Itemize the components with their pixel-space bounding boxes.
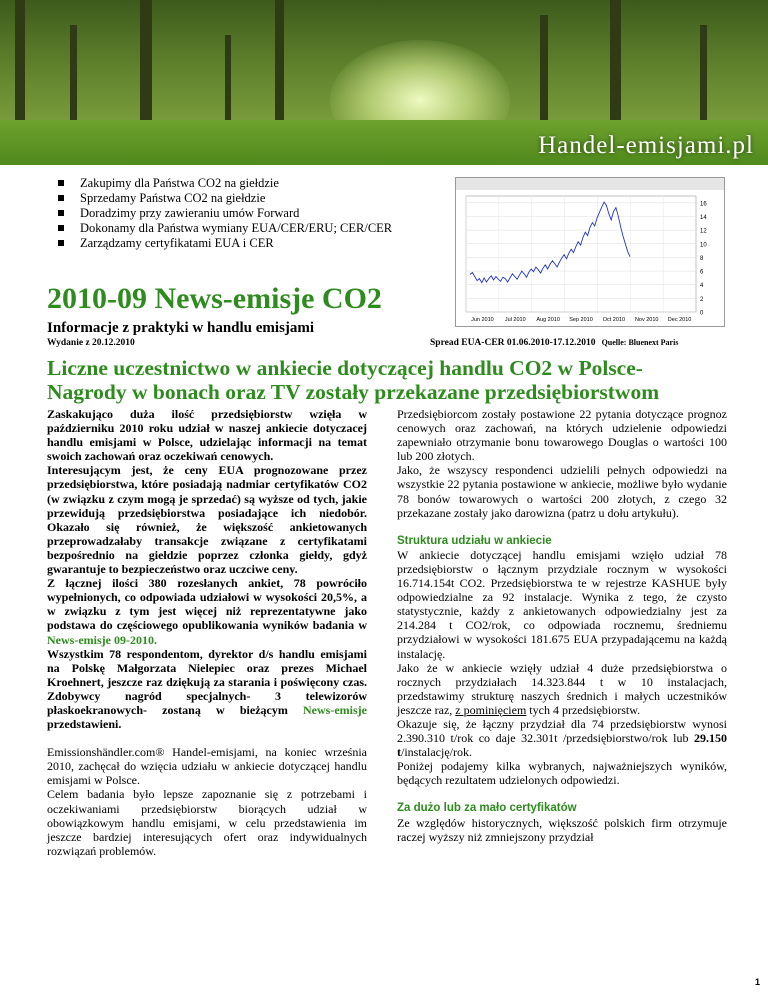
- section-heading: Struktura udziału w ankiecie: [397, 534, 552, 547]
- list-item: Dokonamy dla Państwa wymiany EUA/CER/ERU; CER/CER: [58, 221, 392, 236]
- page-subtitle: Informacje z praktyki w handlu emisjami: [47, 320, 315, 336]
- article-headline: Liczne uczestnictwo w ankiecie dotyczącej handlu CO2 w Polsce- Nagrody w bonach oraz TV zostały przekazane przedsiębiorstwom: [47, 356, 660, 404]
- body-paragraph: Jako, że wszyscy respondenci udzielili pełnych odpowiedzi na wszystkie 22 pytania postawione w ankiecie, możliwe było wydanie 78 bonów towarowych o wartości 200 złotych, z czego 32 przekazane zostały jako darowizna (patrz u dołu artykułu).: [397, 463, 727, 520]
- list-item: Zarządzamy certyfikatami EUA i CER: [58, 236, 392, 251]
- body-paragraph: Poniżej podajemy kilka wybranych, najważniejszych wyników, będących rezultatem udzielonych odpowiedzi.: [397, 759, 727, 788]
- body-paragraph: Okazuje się, że łączny przydział dla 74 przedsiębiorstw wynosi 2.390.310 t/rok co daje 32.301t /przedsiębiorstwo/rok lub 29.150 t/instalację/rok.: [397, 716, 727, 760]
- bullet-icon: [58, 240, 64, 246]
- chart-title-bar: [456, 178, 724, 190]
- y-tick-label: 2: [700, 296, 704, 303]
- y-tick-label: 4: [700, 283, 704, 290]
- bullet-icon: [58, 210, 64, 216]
- y-tick-label: 12: [700, 228, 707, 235]
- y-tick-label: 14: [700, 214, 707, 221]
- lead-paragraph: Zaskakująco duża ilość przedsiębiorstw wzięła w październiku 2010 roku udział w naszej ankiecie dotyczacej handlu emisjami w Polsce, udzielając informacji na temat swoich zachowań oraz oczekiwań cenowych.: [47, 407, 367, 464]
- y-tick-label: 0: [700, 310, 704, 317]
- body-paragraph: Jako że w ankiecie wzięły udział 4 duże przedsiębiorstwa o rocznych przydziałach 14.323.844 t w 10 instalacjach, przedstawimy strukturę naszych średnich i małych uczestników jeszcze raz, z pominięciem tych 4 przedsiębiorstw.: [397, 660, 727, 717]
- x-tick-label: Oct 2010: [602, 317, 626, 323]
- plot-frame: [466, 196, 696, 312]
- article-left-column: [47, 407, 367, 858]
- x-tick-label: Jul 2010: [504, 317, 526, 323]
- body-paragraph: Ze względów historycznych, większość polskich firm otrzymuje raczej wyższy niż zmniejszony przydział: [397, 815, 727, 844]
- article-right-column: [397, 407, 727, 844]
- lead-paragraph: Z łącznej ilości 380 rozesłanych ankiet, 78 powróciło wypełnionych, co odpowiada udziałowi w wysokości 20,5%, a w związku z tym jest więcej niż reprezentatywne jako podstawa do częściowego opublikowania wyników badania w News-emisje 09-2010.: [47, 576, 367, 647]
- y-tick-label: 6: [700, 269, 704, 276]
- body-paragraph: Przedsiębiorcom zostały postawione 22 pytania dotyczące prognoz cenowych oraz zachowań, na których udzielenie odpowiedzi zapewniało otrzymanie bonu towarowego Douglas o wartości 100 lub 200 złotych.: [397, 407, 727, 464]
- y-tick-label: 8: [700, 255, 704, 262]
- body-paragraph: Celem badania było lepsze zapoznanie się z potrzebami i oczekiwaniami przedsiębiorstw biorących udział w obowiązkowym handlu emisjami, w celu przedstawienia im jeszcze bardziej interesujących ofert oraz indywidualnych rozwiązań problemów.: [47, 787, 367, 858]
- chart-source: Quelle: Bluenext Paris: [601, 338, 679, 347]
- news-link[interactable]: News-emisje 09-2010.: [47, 632, 157, 647]
- x-tick-label: Nov 2010: [634, 317, 659, 323]
- x-tick-label: Aug 2010: [536, 317, 560, 323]
- x-tick-label: Sep 2010: [569, 317, 593, 323]
- chart-svg: [456, 178, 724, 326]
- list-item: Zakupimy dla Państwa CO2 na giełdzie: [58, 176, 392, 191]
- x-tick-label: Jun 2010: [471, 317, 494, 323]
- body-paragraph: Emissionshändler.com® Handel-emisjami, na koniec września 2010, zachęcał do wzięcia udziału w ankiecie dotyczącej handlu emisjami w Polsce.: [47, 745, 367, 788]
- y-tick-label: 10: [700, 242, 707, 249]
- spread-chart: [455, 177, 725, 327]
- section-heading: Za dużo lub za mało certyfikatów: [397, 802, 577, 815]
- header-banner: [0, 0, 768, 165]
- bullet-icon: [58, 195, 64, 201]
- page-title: 2010-09 News-emisje CO2: [47, 282, 382, 315]
- bullet-icon: [58, 180, 64, 186]
- brand-logo: Handel-emisjami.pl: [538, 132, 754, 159]
- edition-date: Wydanie z 20.12.2010: [47, 338, 135, 348]
- y-tick-label: 16: [700, 201, 707, 208]
- lead-paragraph: Interesującym jest, że ceny EUA prognozowane przez przedsiębiorstwa, które posiadają nadmiar certyfikatów CO2 (w związku z czym mogą je sprzedać) są wyższe od tych, jakie przewidują przedsiębiorstwa posiadające ich niedobór. Okazało się również, że większość ankietowanych przeprowadzałaby transakcje związane z certyfikatami bezpośrednio na giełdzie poprzez członka giełdy, gdyż gwarantuje to bezpieczeństwo oraz uczciwe ceny.: [47, 463, 367, 577]
- news-link[interactable]: News-emisje: [303, 702, 367, 717]
- list-item: Doradzimy przy zawieraniu umów Forward: [58, 206, 392, 221]
- list-item: Sprzedamy Państwa CO2 na giełdzie: [58, 191, 392, 206]
- lead-paragraph: Wszystkim 78 respondentom, dyrektor d/s handlu emisjami na Polskę Małgorzata Nielepiec oraz prezes Michael Kroehnert, jeszcze raz dziękują za starania i poświęcony czas. Zdobywcy nagród specjalnych- 3 telewizorów płaskoekranowych- zostaną w bieżącym News-emisje przedstawieni.: [47, 646, 367, 732]
- services-list: [58, 176, 392, 251]
- chart-caption: Spread EUA-CER 01.06.2010-17.12.2010 Quelle: Bluenext Paris: [430, 338, 679, 348]
- bullet-icon: [58, 225, 64, 231]
- page-number: 1: [754, 977, 760, 987]
- body-paragraph: W ankiecie dotyczącej handlu emisjami wzięło udział 78 przedsiębiorstw o łącznym przydziale rocznym w wysokości 16.714.154t CO2. Przedsiębiorstwa te w rejestrze KASHUE były odpowiedzialne za 92 instalacje. Wynika z tego, że czysto statystycznie, każdy z ankietowanych odpowiedzialny jest za 214.284 t CO2/rok, co odpowiada rocznemu, średniemu przydziałowi w wysokości 181.675 EUA przypadającemu na każdą instalację.: [397, 547, 727, 661]
- x-tick-label: Dec 2010: [667, 317, 692, 323]
